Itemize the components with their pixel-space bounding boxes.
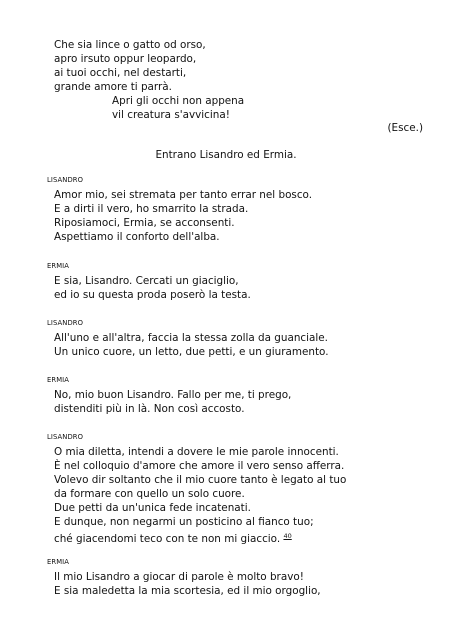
speech-line: E sia maledetta la mia scortesia, ed il mio orgoglio, <box>54 585 321 597</box>
speech-line: Volevo dir soltanto che il mio cuore tanto è legato al tuo <box>54 474 347 486</box>
speech-line: E a dirti il vero, ho smarrito la strada. <box>54 203 249 215</box>
speech-line-with-footnote <box>54 530 292 546</box>
speech-line: Un unico cuore, un letto, due petti, e un giuramento. <box>54 346 329 358</box>
verse-line-indented: vil creatura s'avvicina! <box>112 109 230 121</box>
speech-line: Amor mio, sei stremata per tanto errar nel bosco. <box>54 189 313 201</box>
speaker-name: LISANDRO <box>47 319 84 327</box>
verse-line-indented: Apri gli occhi non appena <box>112 95 245 107</box>
speech-line: Riposiamoci, Ermia, se acconsenti. <box>54 217 235 229</box>
speech-line: È nel colloquio d'amore che amore il vero senso afferra. <box>54 460 345 472</box>
speaker-name: ERMIA <box>47 376 70 384</box>
speech-line: Il mio Lisandro a giocar di parole è molto bravo! <box>54 571 304 583</box>
speaker-name: LISANDRO <box>47 433 84 441</box>
verse-line: Che sia lince o gatto od orso, <box>54 39 206 51</box>
speaker-name: LISANDRO <box>47 176 84 184</box>
exit-direction: (Esce.) <box>387 122 423 134</box>
speech-line: distenditi più in là. Non così accosto. <box>54 403 245 415</box>
speaker-name: ERMIA <box>47 262 70 270</box>
speech-line: Due petti da un'unica fede incatenati. <box>54 502 251 514</box>
verse-line: grande amore ti parrà. <box>54 81 172 93</box>
speech-line: E sia, Lisandro. Cercati un giaciglio, <box>54 275 239 287</box>
speech-line: E dunque, non negarmi un posticino al fianco tuo; <box>54 516 314 528</box>
speech-line: Aspettiamo il conforto dell'alba. <box>54 231 220 243</box>
verse-line: ai tuoi occhi, nel destarti, <box>54 67 187 79</box>
speech-line: da formare con quello un solo cuore. <box>54 488 245 500</box>
verse-line: apro irsuto oppur leopardo, <box>54 53 197 65</box>
speech-line: All'uno e all'altra, faccia la stessa zolla da guanciale. <box>54 332 328 344</box>
footnote-marker[interactable]: 40 <box>283 532 292 540</box>
speaker-name: ERMIA <box>47 558 70 566</box>
speech-line: ed io su questa proda poserò la testa. <box>54 289 251 301</box>
speech-line: No, mio buon Lisandro. Fallo per me, ti prego, <box>54 389 292 401</box>
speech-line-text: ché giacendomi teco con te non mi giaccio. <box>54 533 281 545</box>
stage-direction: Entrano Lisandro ed Ermia. <box>155 149 297 161</box>
speech-line: O mia diletta, intendi a dovere le mie parole innocenti. <box>54 446 339 458</box>
